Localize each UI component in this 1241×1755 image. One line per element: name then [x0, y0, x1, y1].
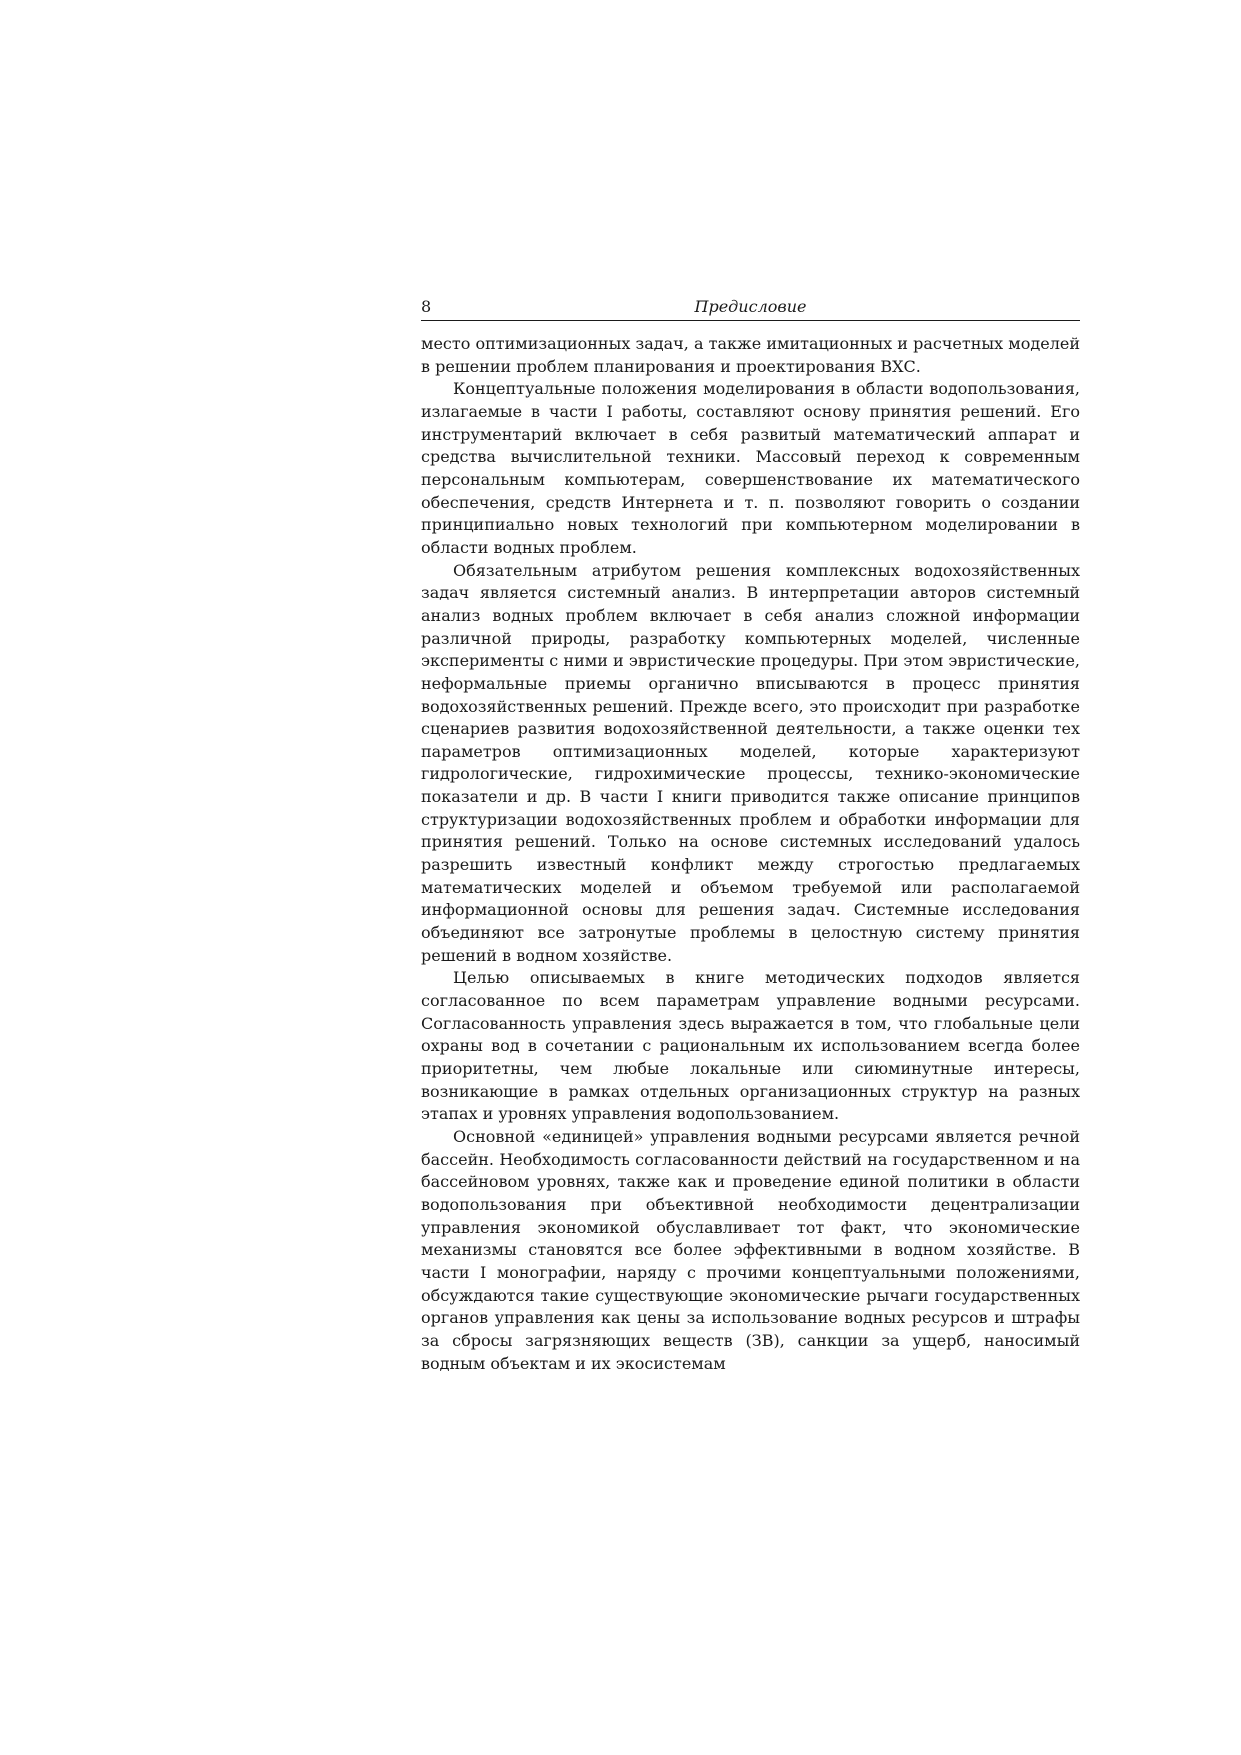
- page-number: 8: [421, 297, 432, 316]
- body-text: [421, 333, 1080, 1375]
- paragraph: Концептуальные положения моделирования в области водопользования, излагаемые в части I работы, составляют основу принятия решений. Его инструментарий включает в себя развитый математический аппарат и средства вычислительной техники. Массовый переход к современным персональным компьютерам, совершенствование их математического обеспечения, средств Интернета и т. п. позволяют говорить о создании принципиально новых технологий при компьютерном моделировании в области водных проблем.: [421, 379, 1080, 557]
- book-page: [421, 297, 1080, 1375]
- running-title: Предисловие: [694, 297, 807, 316]
- running-head: [421, 297, 1080, 321]
- paragraph: Основной «единицей» управления водными ресурсами является речной бассейн. Необходимость согласованности действий на государственном и на бассейновом уровнях, также как и проведение единой политики в области водопользования при объективной необходимости децентрализации управления экономикой обуславливает тот факт, что экономические механизмы становятся все более эффективными в водном хозяйстве. В части I монографии, наряду с прочими концептуальными положениями, обсуждаются такие существующие экономические рычаги государственных органов управления как цены за использование водных ресурсов и штрафы за сбросы загрязняющих веществ (ЗВ), санкции за ущерб, наносимый водным объектам и их экосистемам: [421, 1126, 1080, 1373]
- paragraph: Обязательным атрибутом решения комплексных водохозяйственных задач является системный анализ. В интерпретации авторов системный анализ водных проблем включает в себя анализ сложной информации различной природы, разработку компьютерных моделей, численные эксперименты с ними и эвристические процедуры. При этом эвристические, неформальные приемы органично вписываются в процесс принятия водохозяйственных решений. Прежде всего, это происходит при разработке сценариев развития водохозяйственной деятельности, а также оценки тех параметров оптимизационных моделей, которые характеризуют гидрологические, гидрохимические процессы, технико-экономические показатели и др. В части I книги приводится также описание принципов структуризации водохозяйственных проблем и обработки информации для принятия решений. Только на основе системных исследований удалось разрешить известный конфликт между строгостью предлагаемых математических моделей и объемом требуемой или располагаемой информационной основы для решения задач. Системные исследования объединяют все затронутые проблемы в целостную систему принятия решений в водном хозяйстве.: [421, 560, 1080, 965]
- paragraph: Целью описываемых в книге методических подходов является согласованное по всем параметрам управление водными ресурсами. Согласованность управления здесь выражается в том, что глобальные цели охраны вод в сочетании с рациональным их использованием всегда более приоритетны, чем любые локальные или сиюминутные интересы, возникающие в рамках отдельных организационных структур на разных этапах и уровнях управления водопользованием.: [421, 968, 1080, 1124]
- paragraph-continued: место оптимизационных задач, а также имитационных и расчетных моделей в решении проблем планирования и проектирования ВХС.: [421, 334, 1080, 376]
